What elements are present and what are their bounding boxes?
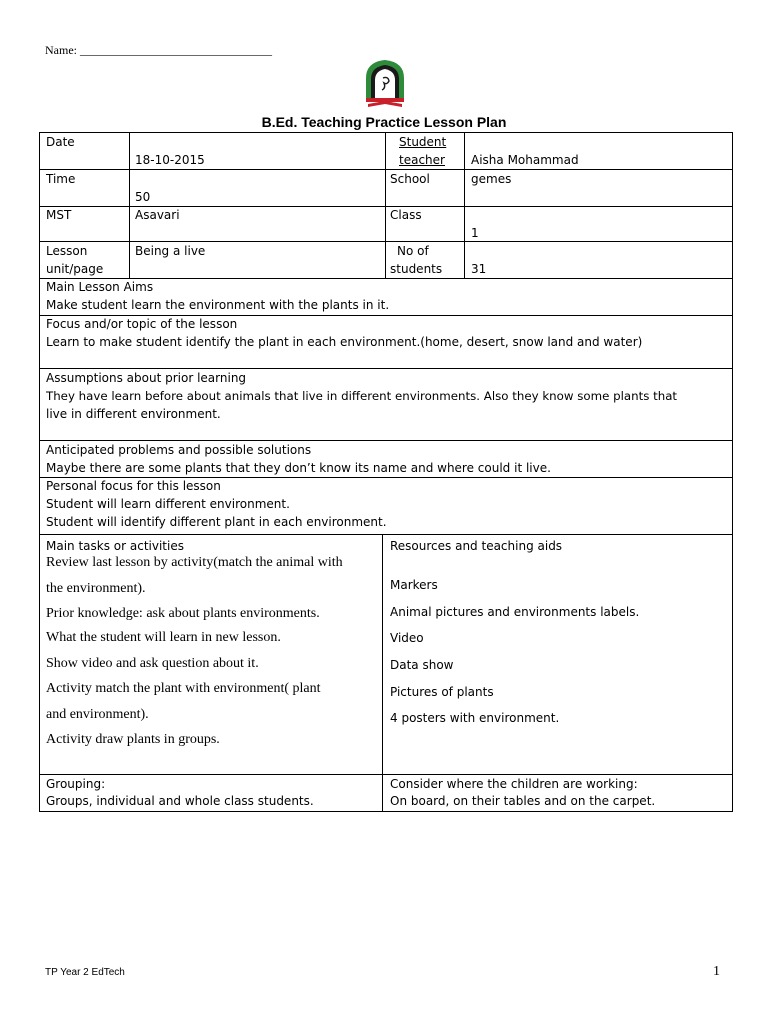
time-label: Time bbox=[46, 172, 76, 186]
personal-line-2: Student will identify different plant in each environment. bbox=[46, 515, 387, 529]
task-item: What the student will learn in new lesson. bbox=[46, 630, 281, 645]
resource-item: Data show bbox=[390, 658, 454, 672]
consider-title: Consider where the children are working: bbox=[390, 777, 638, 791]
task-item: Prior knowledge: ask about plants environments. bbox=[46, 606, 320, 621]
header-cell-class-value bbox=[464, 206, 733, 242]
aims-text: Make student learn the environment with the plants in it. bbox=[46, 298, 390, 312]
footer-label: TP Year 2 EdTech bbox=[45, 967, 125, 978]
problems-text: Maybe there are some plants that they don’t know its name and where could it live. bbox=[46, 461, 551, 475]
mst-label: MST bbox=[46, 208, 72, 222]
grouping-title: Grouping: bbox=[46, 777, 106, 791]
school-label: School bbox=[390, 172, 430, 186]
resource-item: Animal pictures and environments labels. bbox=[390, 605, 640, 619]
task-item: the environment). bbox=[46, 581, 146, 596]
school-value: gemes bbox=[471, 172, 512, 186]
time-value: 50 bbox=[135, 190, 151, 204]
page-number: 1 bbox=[713, 964, 720, 979]
focus-text: Learn to make student identify the plant in each environment.(home, desert, snow land and water) bbox=[46, 335, 643, 349]
aims-title: Main Lesson Aims bbox=[46, 280, 154, 294]
task-item: Review last lesson by activity(match the animal with bbox=[46, 555, 343, 570]
resource-item: 4 posters with environment. bbox=[390, 711, 560, 725]
student-teacher-label-2: teacher bbox=[399, 153, 445, 167]
resources-cell bbox=[382, 534, 733, 775]
lesson-value: Being a live bbox=[135, 244, 206, 258]
resources-title: Resources and teaching aids bbox=[390, 539, 563, 553]
assumptions-line-2: live in different environment. bbox=[46, 407, 221, 421]
resource-item: Pictures of plants bbox=[390, 685, 494, 699]
focus-title: Focus and/or topic of the lesson bbox=[46, 317, 238, 331]
name-field: Name: ________________________________ bbox=[45, 43, 272, 57]
mst-value: Asavari bbox=[135, 208, 180, 222]
personal-line-1: Student will learn different environment. bbox=[46, 497, 290, 511]
assumptions-title: Assumptions about prior learning bbox=[46, 371, 247, 385]
student-teacher-label-1: Student bbox=[399, 135, 447, 149]
resource-item: Video bbox=[390, 631, 424, 645]
university-logo bbox=[362, 58, 408, 110]
header-cell-time-value bbox=[129, 169, 386, 207]
header-cell-students-value bbox=[464, 241, 733, 279]
task-item: Activity match the plant with environment( plant bbox=[46, 681, 321, 696]
resource-item: Markers bbox=[390, 578, 438, 592]
tasks-title: Main tasks or activities bbox=[46, 539, 184, 553]
task-item: Show video and ask question about it. bbox=[46, 656, 259, 671]
page-title: B.Ed. Teaching Practice Lesson Plan bbox=[261, 114, 507, 130]
students-label-1: No of bbox=[397, 244, 429, 258]
date-value: 18-10-2015 bbox=[135, 153, 205, 167]
personal-title: Personal focus for this lesson bbox=[46, 479, 221, 493]
students-value: 31 bbox=[471, 262, 487, 276]
class-label: Class bbox=[390, 208, 422, 222]
assumptions-line-1: They have learn before about animals that live in different environments. Also they know some plants that bbox=[46, 389, 678, 403]
lesson-label-2: unit/page bbox=[46, 262, 104, 276]
class-value: 1 bbox=[471, 226, 479, 240]
task-item: and environment). bbox=[46, 707, 149, 722]
problems-title: Anticipated problems and possible solutions bbox=[46, 443, 312, 457]
task-item: Activity draw plants in groups. bbox=[46, 732, 220, 747]
consider-text: On board, on their tables and on the carpet. bbox=[390, 794, 656, 808]
students-label-2: students bbox=[390, 262, 443, 276]
student-teacher-value: Aisha Mohammad bbox=[471, 153, 579, 167]
grouping-text: Groups, individual and whole class students. bbox=[46, 794, 314, 808]
date-label: Date bbox=[46, 135, 75, 149]
lesson-label-1: Lesson bbox=[46, 244, 88, 258]
